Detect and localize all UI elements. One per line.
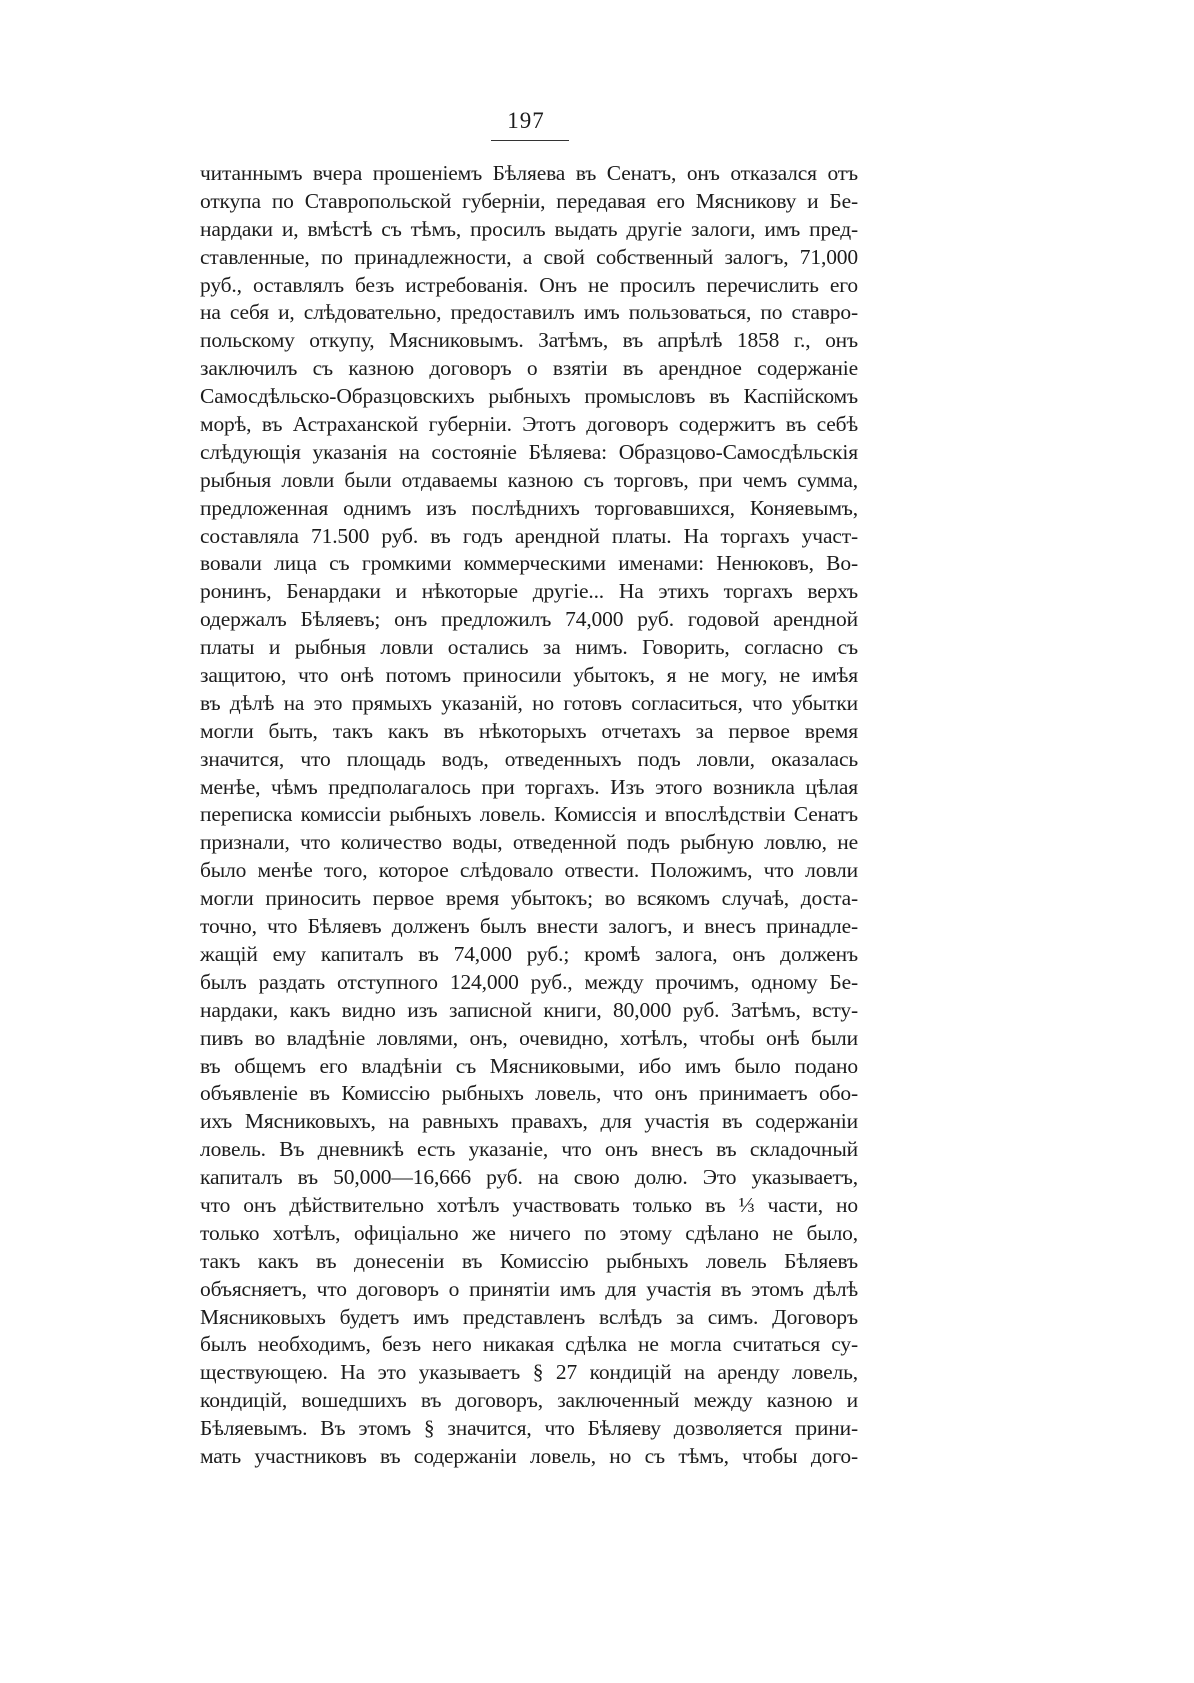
text-line: Самосдѣльско-Образцовскихъ рыбныхъ промысловъ въ Каспійскомъ	[200, 384, 858, 409]
text-line: Бѣляевымъ. Въ этомъ § значится, что Бѣляеву дозволяется прини-	[200, 1416, 858, 1441]
text-line: читаннымъ вчера прошеніемъ Бѣляева въ Сенатъ, онъ отказался отъ	[200, 161, 858, 185]
text-line: кондицій, вошедшихъ въ договоръ, заключенный между казною и	[200, 1388, 858, 1413]
text-line: ловель. Въ дневникѣ есть указаніе, что онъ внесъ въ складочный	[200, 1137, 858, 1162]
text-line: ставленные, по принадлежности, а свой собственный залогъ, 71,000	[200, 244, 858, 269]
text-line: мать участниковъ въ содержаніи ловель, но съ тѣмъ, чтобы дого-	[200, 1443, 858, 1468]
text-line: капиталъ въ 50,000—16,666 руб. на свою долю. Это указываетъ,	[200, 1165, 858, 1190]
text-line: ществующею. На это указываетъ § 27 кондицій на аренду ловель,	[200, 1360, 858, 1385]
text-line: польскому откупу, Мясниковымъ. Затѣмъ, въ апрѣлѣ 1858 г., онъ	[200, 328, 858, 353]
text-line: менѣе, чѣмъ предполагалось при торгахъ. Изъ этого возникла цѣлая	[200, 774, 858, 799]
text-line: былъ необходимъ, безъ него никакая сдѣлка не могла считаться су-	[200, 1332, 858, 1357]
text-line: въ дѣлѣ на это прямыхъ указаній, но готовъ согласиться, что убытки	[200, 690, 858, 715]
body-text	[200, 160, 858, 1471]
text-line: такъ какъ въ донесеніи въ Комиссію рыбныхъ ловель Бѣляевъ	[200, 1248, 858, 1273]
text-line: былъ раздать отступного 124,000 руб., между прочимъ, одному Бе-	[200, 969, 858, 994]
text-line: составляла 71.500 руб. въ годъ арендной платы. На торгахъ участ-	[200, 523, 858, 548]
text-line: вовали лица съ громкими коммерческими именами: Ненюковъ, Во-	[200, 551, 858, 576]
text-line: пивъ во владѣніе ловлями, онъ, очевидно, хотѣлъ, чтобы онѣ были	[200, 1025, 858, 1050]
text-line: точно, что Бѣляевъ долженъ былъ внести залогъ, и внесъ принадле-	[200, 914, 858, 939]
text-line: платы и рыбныя ловли остались за нимъ. Говорить, согласно съ	[200, 635, 858, 660]
text-line: защитою, что онѣ потомъ приносили убытокъ, я не могу, не имѣя	[200, 663, 858, 688]
text-line: могли приносить первое время убытокъ; во всякомъ случаѣ, доста-	[200, 886, 858, 911]
text-line: нардаки и, вмѣстѣ съ тѣмъ, просилъ выдать другіе залоги, имъ пред-	[200, 216, 858, 241]
text-line: слѣдующія указанія на состояніе Бѣляева: Образцово-Самосдѣльскія	[200, 439, 858, 464]
text-line: признали, что количество воды, отведенной подъ рыбную ловлю, не	[200, 830, 858, 855]
text-line: только хотѣлъ, офиціально же ничего по этому сдѣлано не было,	[200, 1220, 858, 1245]
page-number-rule	[491, 140, 569, 141]
text-line: морѣ, въ Астраханской губерніи. Этотъ договоръ содержитъ въ себѣ	[200, 412, 858, 437]
text-line: жащій ему капиталъ въ 74,000 руб.; кромѣ залога, онъ долженъ	[200, 941, 858, 966]
text-line: руб., оставлялъ безъ истребованія. Онъ не просилъ перечислить его	[200, 272, 858, 297]
text-line: Мясниковыхъ будетъ имъ представленъ вслѣдъ за симъ. Договоръ	[200, 1304, 858, 1329]
text-line: значится, что площадь водъ, отведенныхъ подъ ловли, оказалась	[200, 746, 858, 771]
text-line: заключилъ съ казною договоръ о взятіи въ арендное содержаніе	[200, 356, 858, 381]
page-number: 197	[507, 108, 545, 133]
text-line: откупа по Ставропольской губерніи, передавая его Мясникову и Бе-	[200, 188, 858, 213]
text-line: переписка комиссіи рыбныхъ ловель. Комиссія и впослѣдствіи Сенатъ	[200, 802, 858, 827]
text-line: предложенная однимъ изъ послѣднихъ торговавшихся, Коняевымъ,	[200, 495, 858, 520]
text-line: было менѣе того, которое слѣдовало отвести. Положимъ, что ловли	[200, 858, 858, 883]
text-line: въ общемъ его владѣніи съ Мясниковыми, ибо имъ было подано	[200, 1053, 858, 1078]
text-line: на себя и, слѣдовательно, предоставилъ имъ пользоваться, по ставро-	[200, 300, 858, 325]
text-line: одержалъ Бѣляевъ; онъ предложилъ 74,000 руб. годовой арендной	[200, 607, 858, 632]
text-line: ихъ Мясниковыхъ, на равныхъ правахъ, для участія въ содержаніи	[200, 1109, 858, 1134]
text-line: что онъ дѣйствительно хотѣлъ участвовать только въ ⅓ части, но	[200, 1192, 858, 1217]
text-line: ронинъ, Бенардаки и нѣкоторые другіе... На этихъ торгахъ верхъ	[200, 579, 858, 604]
text-line: рыбныя ловли были отдаваемы казною съ торговъ, при чемъ сумма,	[200, 467, 858, 492]
text-line: могли быть, такъ какъ въ нѣкоторыхъ отчетахъ за первое время	[200, 718, 858, 743]
text-line: объявленіе въ Комиссію рыбныхъ ловель, что онъ принимаетъ обо-	[200, 1081, 858, 1106]
text-line: объясняетъ, что договоръ о принятіи имъ для участія въ этомъ дѣлѣ	[200, 1276, 858, 1301]
text-line: нардаки, какъ видно изъ записной книги, 80,000 руб. Затѣмъ, всту-	[200, 997, 858, 1022]
